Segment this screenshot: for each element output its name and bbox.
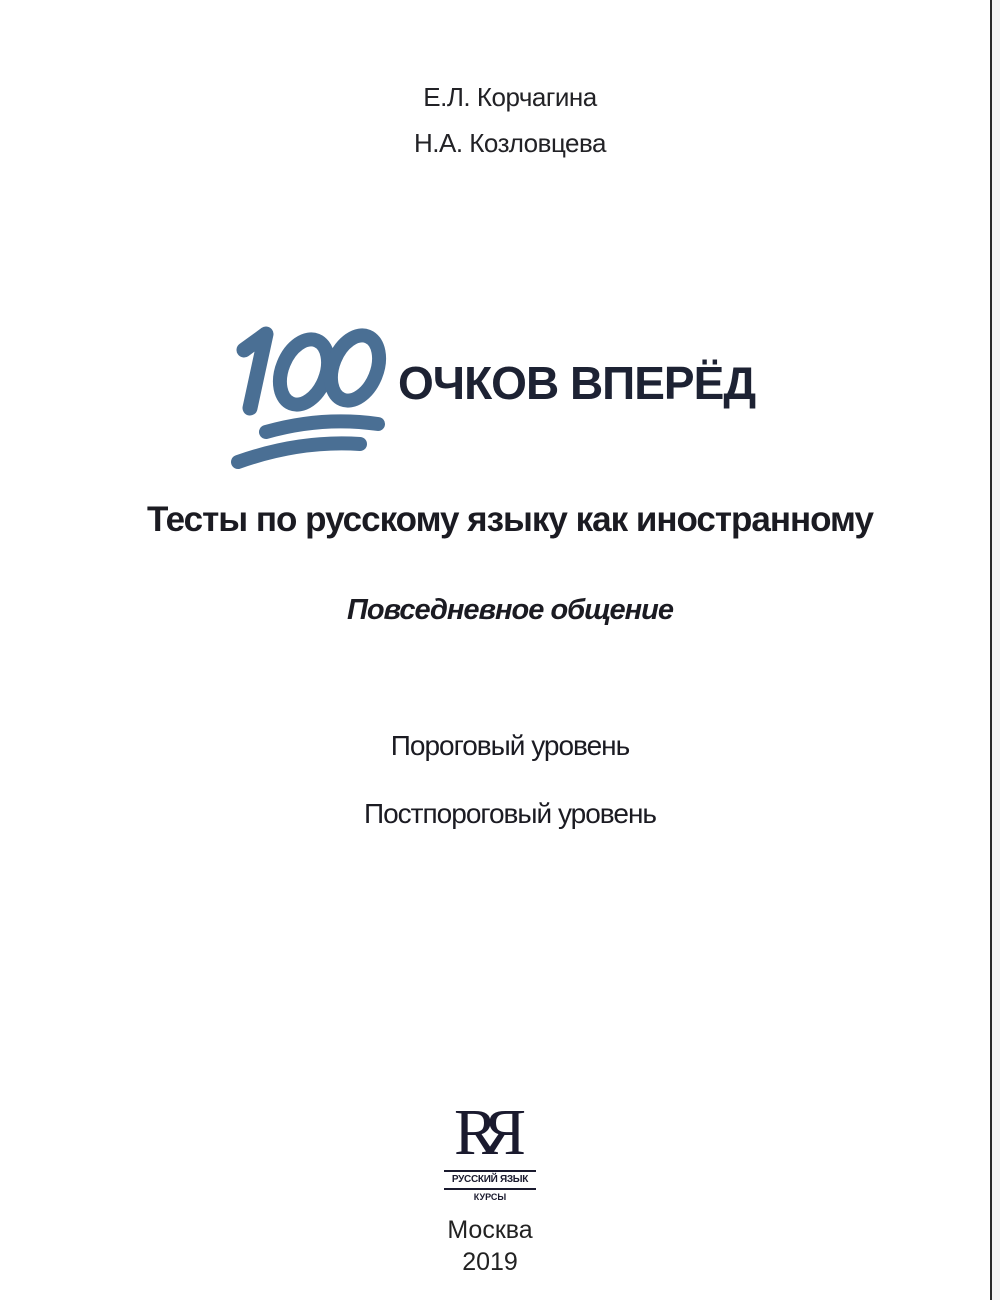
publisher-rule — [444, 1170, 536, 1172]
publisher-letter-left: R — [453, 1096, 490, 1169]
series-logo — [222, 320, 782, 480]
series-number: 100 — [222, 320, 224, 321]
hundred-points-icon — [222, 320, 392, 480]
level-label: Пороговый уровень — [390, 730, 630, 761]
publisher-monogram — [442, 1096, 538, 1169]
page-edge-shade — [992, 0, 1000, 1300]
author-name: Е.Л. Корчагина — [423, 82, 597, 112]
publisher-logo — [442, 1096, 538, 1210]
series-title: ОЧКОВ ВПЕРЁД — [398, 357, 756, 409]
book-subtitle: Тесты по русскому языку как иностранному — [147, 500, 873, 539]
publisher-subname: КУРСЫ — [473, 1192, 507, 1202]
author-name: Н.А. Козловцева — [413, 128, 606, 158]
book-topic: Повседневное общение — [346, 594, 674, 626]
publisher-letter-right: R — [490, 1096, 527, 1169]
publisher-name: РУССКИЙ ЯЗЫК — [451, 1174, 529, 1185]
publisher-rule — [444, 1188, 536, 1190]
level-label: Постпороговый уровень — [363, 798, 656, 829]
imprint-year: 2019 — [462, 1248, 518, 1276]
imprint-city: Москва — [447, 1216, 533, 1244]
